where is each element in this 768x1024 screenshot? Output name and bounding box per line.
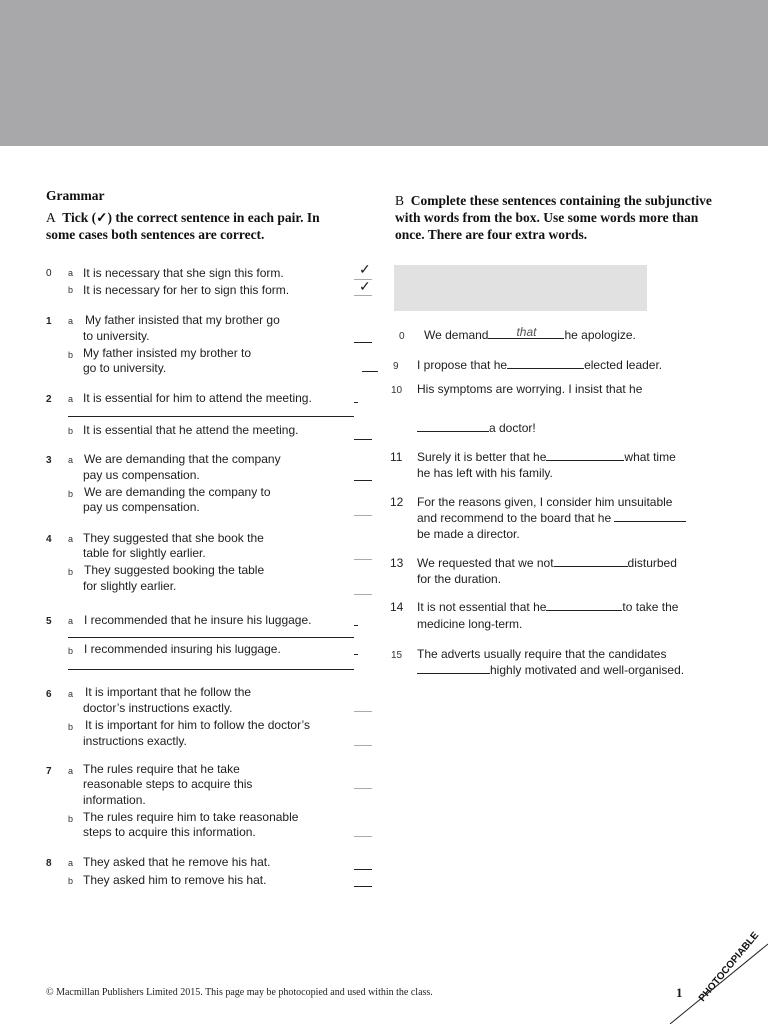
tick-line[interactable] [354,594,372,595]
tick-line[interactable] [354,836,372,837]
sentence-a: table for slightly earlier. [83,546,206,560]
sentence-end: disturbed [627,556,677,570]
tick-line[interactable] [354,515,372,516]
sentence [417,421,536,435]
sentence-b: The rules require him to take reasonable [83,810,299,824]
sentence-a: pay us compensation. [83,468,200,482]
sentence-b: I recommended insuring his luggage. [84,642,281,656]
sentence [417,663,684,677]
item-number: 8 [46,858,52,869]
option-letter-b: b [68,722,74,732]
sentence-b: It is essential that he attend the meeting. [83,423,299,437]
sentence [417,511,686,525]
item-number: 14 [390,600,404,614]
option-letter-a: a [68,534,74,544]
part-a-instruction-text: Tick (✓) the correct sentence in each pair. In some cases both sentences are correct. [46,210,320,242]
tick-line[interactable] [354,625,358,626]
sentence-end: elected leader. [584,358,663,372]
sentence-b: instructions exactly. [83,734,187,748]
option-letter-a: a [68,394,74,404]
sentence-b: It is necessary for her to sign this form. [83,283,290,297]
answer-blank[interactable] [417,422,489,432]
option-letter-a: a [68,689,74,699]
sentence-b: pay us compensation. [83,500,200,514]
tick-line[interactable] [354,745,372,746]
part-b-instruction-text: Complete these sentences containing the subjunctive with words from the box. Use some words more than once. There are four extra words. [395,193,712,242]
item-number: 15 [391,650,403,661]
tick-line[interactable] [354,480,372,481]
sentence-a: It is important that he follow the [85,685,252,699]
answer-blank[interactable] [554,557,628,567]
sentence-a: information. [83,793,146,807]
sentence-a: reasonable steps to acquire this [83,777,253,791]
sentence-b: They asked him to remove his hat. [83,873,267,887]
option-letter-a: a [68,858,74,868]
item-number: 2 [46,394,52,405]
sentence-start: It is not essential that he [417,600,547,614]
answer-blank[interactable] [417,664,490,674]
item-number: 7 [46,766,52,777]
tick-line[interactable] [354,402,358,403]
option-letter-a: a [68,455,74,465]
tick-mark: ✓ [359,278,371,294]
item-number: 0 [46,268,52,279]
sentence-a: They asked that he remove his hat. [83,855,271,869]
tick-line[interactable] [354,295,372,296]
sentence-a: They suggested that she book the [83,531,264,545]
sentence-b: My father insisted my brother to [83,346,252,360]
part-a-instruction [46,209,336,243]
option-letter-b: b [68,814,74,824]
example-answer: that [516,325,537,339]
tick-line[interactable] [354,342,372,343]
item-number: 9 [393,361,399,372]
option-letter-b: b [68,489,74,499]
answer-blank[interactable] [546,601,622,611]
sentence [417,600,678,614]
answer-blank[interactable] [507,359,584,369]
tick-line[interactable] [362,371,378,372]
sentence-a: It is essential for him to attend the meeting. [83,391,312,405]
sentence-line: he has left with his family. [417,466,553,480]
sentence-start: Surely it is better that he [417,450,547,464]
sentence-b: for slightly earlier. [83,579,177,593]
part-b-instruction [395,192,715,243]
item-number: 1 [46,316,52,327]
tick-line[interactable] [354,869,372,870]
photocopiable-corner [660,930,768,1024]
sentence-b: They suggested booking the table [84,563,265,577]
sentence-end: he apologize. [564,328,636,342]
option-letter-b: b [68,285,74,295]
sentence-a: The rules require that he take [83,762,240,776]
sentence-line: medicine long-term. [417,617,523,631]
answer-blank[interactable] [546,451,624,461]
sentence-b: go to university. [83,361,167,375]
item-number: 11 [390,450,403,464]
sentence [417,556,677,570]
sentence-line: The adverts usually require that the candidates [417,647,667,661]
tick-line[interactable] [354,439,372,440]
item-number: 5 [46,616,52,627]
part-a-letter: A [46,210,56,225]
sentence-a: We are demanding that the company [84,452,281,466]
sentence-a: It is necessary that she sign this form. [83,266,284,280]
item-number: 10 [391,385,403,396]
option-letter-b: b [68,876,74,886]
sentence-a: to university. [83,329,150,343]
sentence-a: My father insisted that my brother go [85,313,280,327]
tick-line[interactable] [354,654,358,655]
sentence-end: to take the [622,600,679,614]
sentence-a: I recommended that he insure his luggage. [84,613,312,627]
sentence [417,358,662,372]
header-banner [0,0,768,146]
sentence-start: I propose that he [417,358,508,372]
sentence-b: It is important for him to follow the doctor’s [85,718,310,732]
option-letter-a: a [68,766,74,776]
sentence-start: We requested that we not [417,556,554,570]
option-letter-b: b [68,426,74,436]
photocopiable-label: PHOTOCOPIABLE [696,930,762,1004]
copyright-notice: © Macmillan Publishers Limited 2015. This page may be photocopied and used within the class. [46,987,433,998]
item-number: 12 [390,495,404,509]
rule-line [68,416,354,417]
item-number: 6 [46,689,52,700]
tick-line[interactable] [354,788,372,789]
sentence-b: steps to acquire this information. [83,825,256,839]
option-letter-a: a [68,616,74,626]
answer-blank[interactable] [614,512,686,522]
tick-line[interactable] [354,711,372,712]
tick-mark: ✓ [359,261,371,277]
sentence [424,325,636,342]
item-number: 0 [399,331,405,342]
part-b-letter: B [395,193,405,208]
option-letter-a: a [68,316,74,326]
item-number: 3 [46,455,52,466]
option-letter-b: b [68,567,74,577]
item-number: 4 [46,534,52,545]
sentence-start: and recommend to the board that he [417,511,612,525]
sentence-end: what time [624,450,676,464]
sentence-end: a doctor! [489,421,536,435]
sentence [417,450,676,464]
sentence-a: doctor’s instructions exactly. [83,701,233,715]
item-number: 13 [390,556,404,570]
option-letter-a: a [68,268,74,278]
page-number: 1 [676,985,683,1000]
sentence-line: be made a director. [417,527,520,541]
tick-line[interactable] [354,886,372,887]
rule-line [68,669,354,670]
option-letter-b: b [68,350,74,360]
sentence-line: for the duration. [417,572,502,586]
sentence-line: His symptoms are worrying. I insist that he [417,382,643,396]
tick-line[interactable] [354,559,372,560]
sentence-end: highly motivated and well-organised. [490,663,685,677]
answer-blank[interactable] [488,325,564,339]
option-letter-b: b [68,646,74,656]
rule-line [68,637,354,638]
sentence-line: For the reasons given, I consider him unsuitable [417,495,673,509]
sentence-b: We are demanding the company to [84,485,271,499]
sentence-start: We demand [424,328,489,342]
section-title: Grammar [46,188,105,203]
word-box [394,265,647,311]
